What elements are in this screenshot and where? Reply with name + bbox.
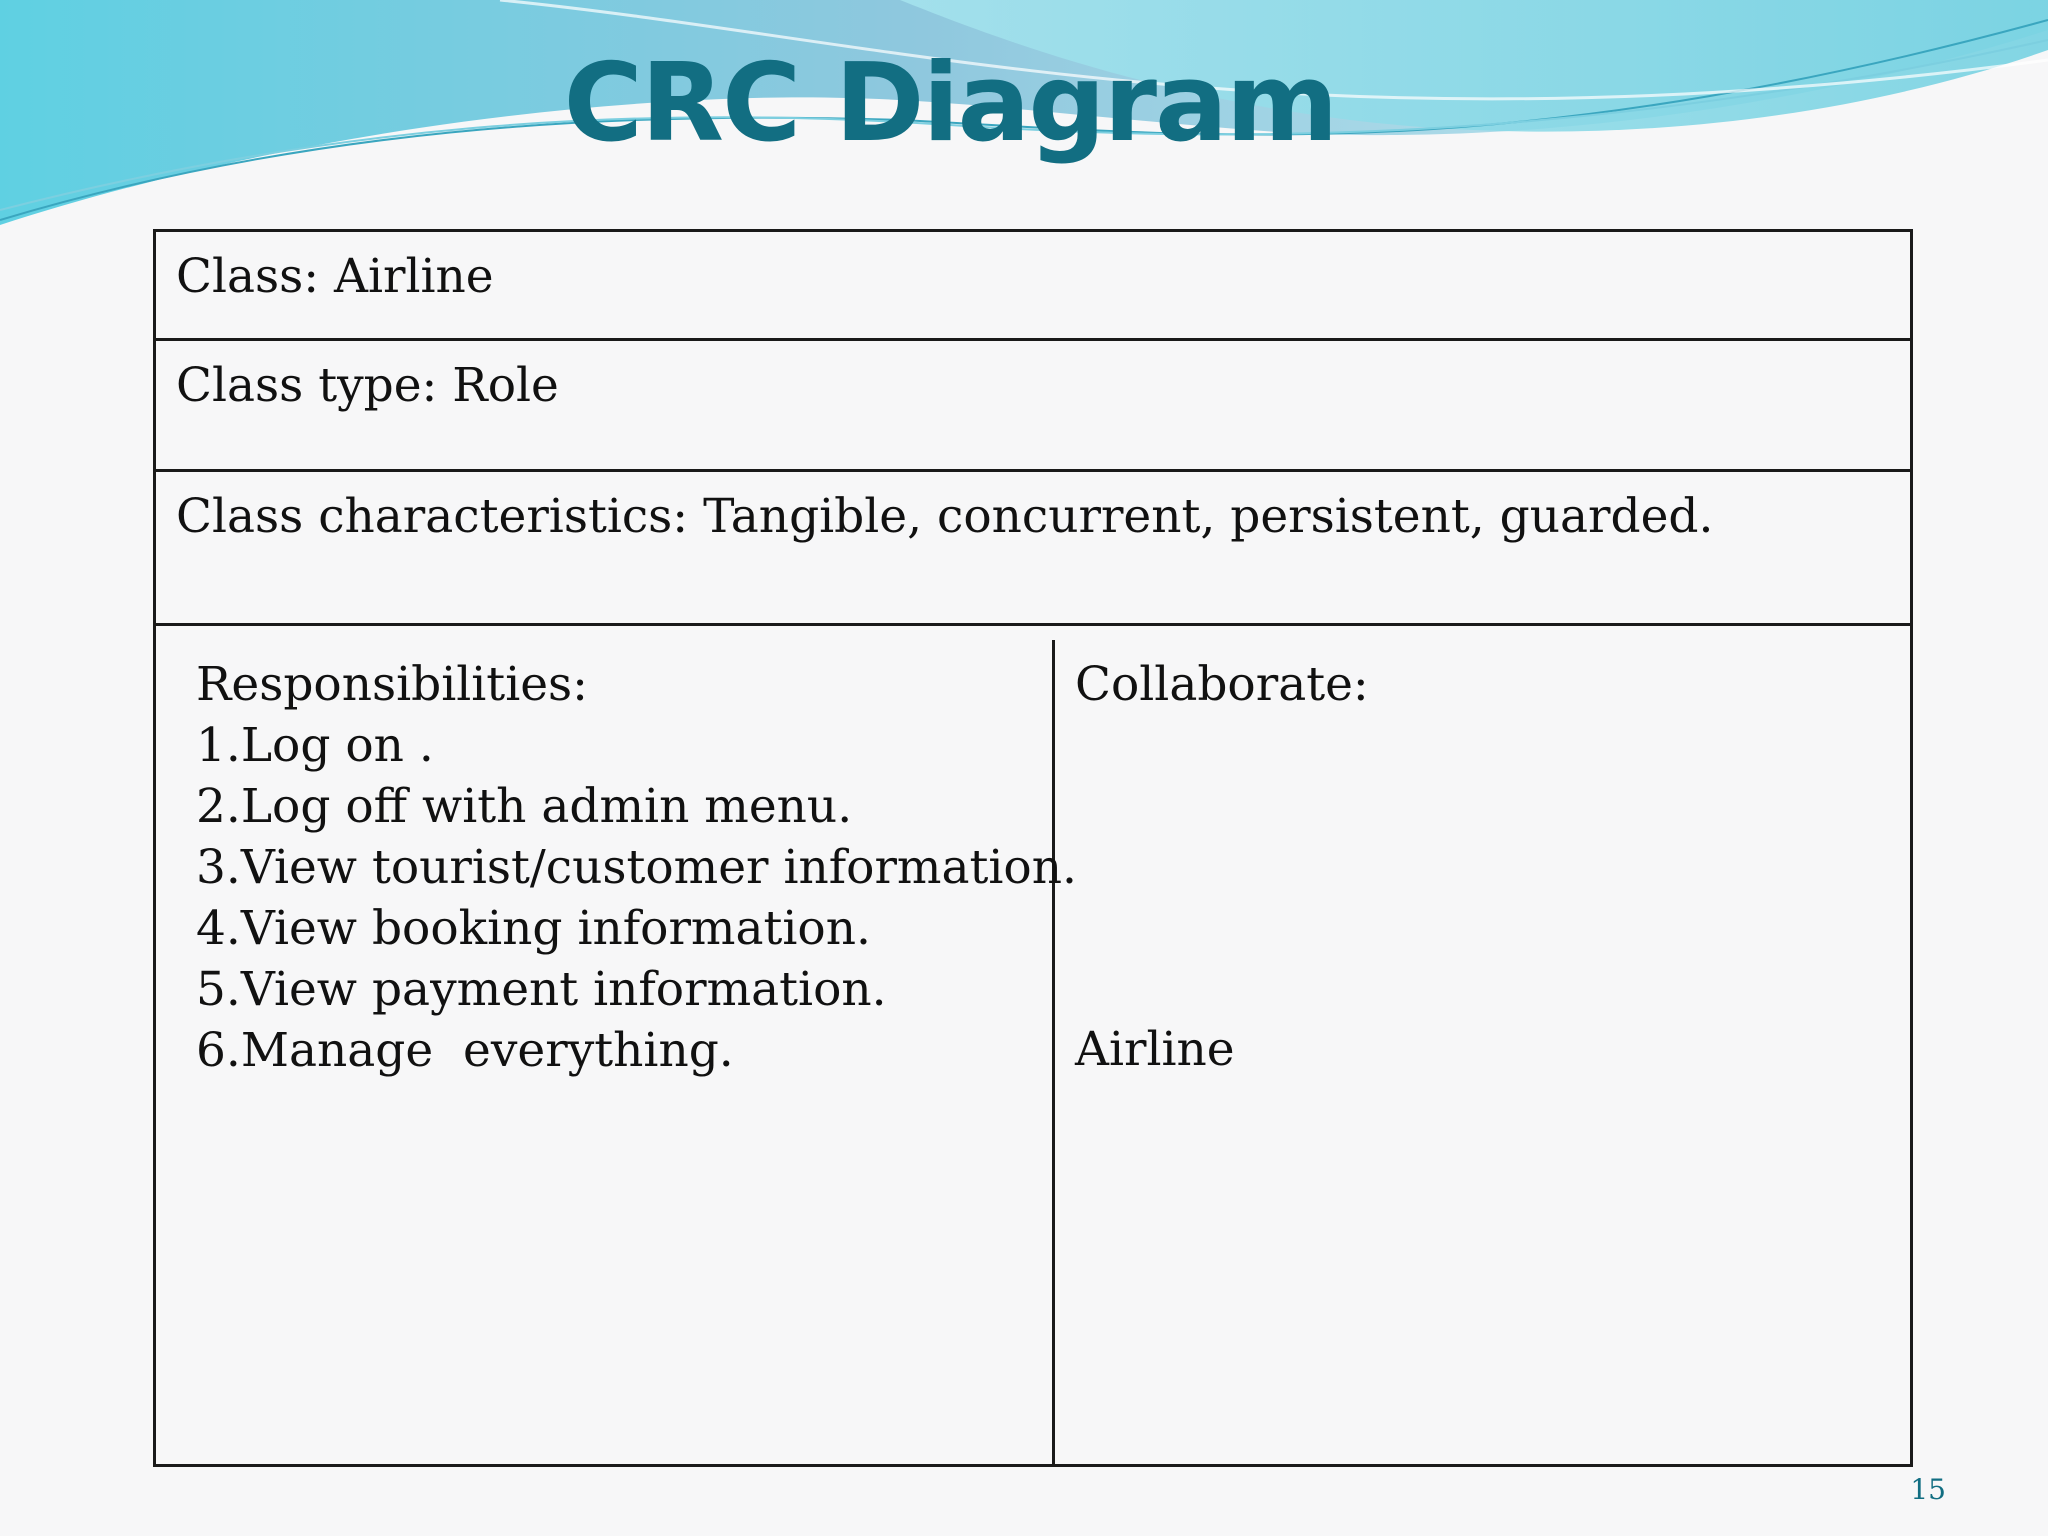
responsibility-item: 4.View booking information.: [196, 901, 871, 956]
class-type-row: Class type: Role: [156, 341, 1910, 472]
collaborator-item: Airline: [1075, 1022, 1235, 1077]
responsibilities-column: [176, 640, 1077, 1464]
responsibility-item: 2.Log off with admin menu.: [196, 779, 853, 834]
responsibility-item: 1.Log on .: [196, 718, 434, 773]
responsibilities-collaborators-row: [156, 626, 1910, 1464]
responsibilities-heading: Responsibilities:: [196, 657, 588, 712]
page-number: 15: [1910, 1473, 1946, 1506]
collaborators-heading: Collaborate:: [1075, 657, 1369, 712]
class-name-row: Class: Airline: [156, 232, 1910, 341]
crc-card: [153, 229, 1913, 1467]
slide-title: CRC Diagram: [563, 41, 1337, 166]
responsibility-item: 6.Manage everything.: [196, 1023, 734, 1078]
responsibility-item: 5.View payment information.: [196, 962, 887, 1017]
class-characteristics-row: Class characteristics: Tangible, concurrent, persistent, guarded.: [156, 472, 1910, 626]
responsibility-item: 3.View tourist/customer information.: [196, 840, 1077, 895]
collaborators-column: [1055, 640, 1890, 1464]
